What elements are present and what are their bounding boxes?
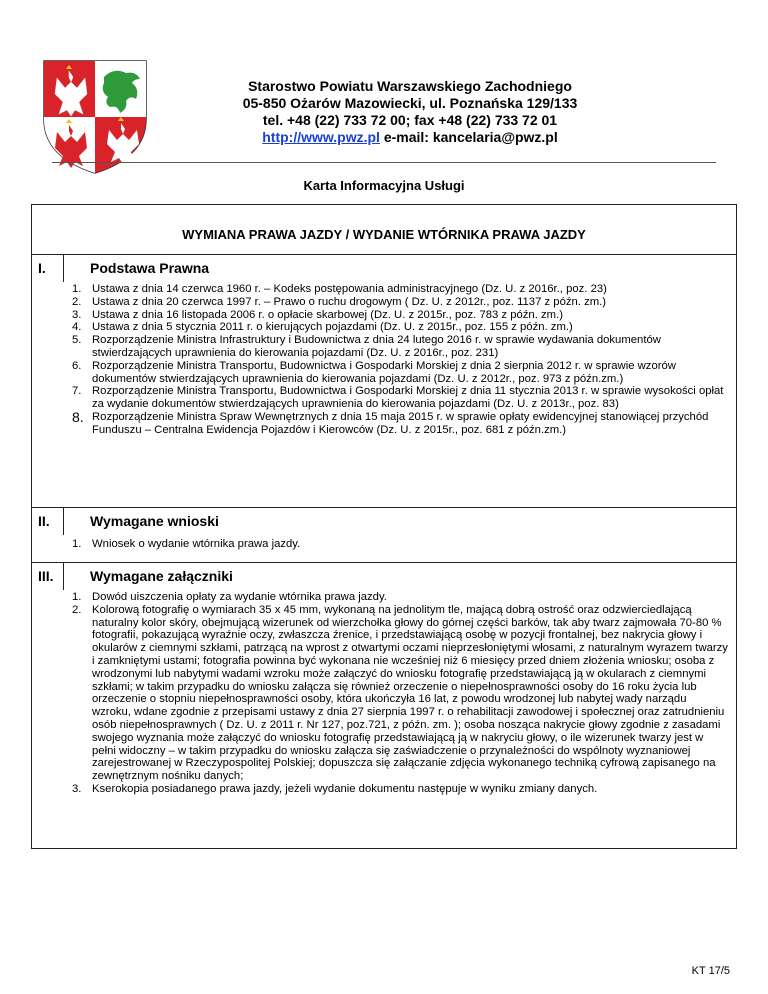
list-item (72, 538, 728, 551)
list-item (72, 296, 728, 309)
item-number: 1. (72, 591, 82, 603)
section-title: Podstawa Prawna (90, 260, 210, 276)
item-text: Ustawa z dnia 5 stycznia 2011 r. o kierujących pojazdami (Dz. U. z 2015r., poz. 155 z późn. zm.) (92, 321, 573, 334)
item-text: Rozporządzenie Ministra Spraw Wewnętrznych z dnia 15 maja 2015 r. w sprawie opłaty ewidencyjnej stanowiącej przychód Funduszu – Centralna Ewidencja Pojazdów i Kierowców (Dz. U. z 2015r., poz. 681 z późn.zm.) (92, 410, 709, 436)
item-number: 8. (72, 408, 84, 425)
item-text: Ustawa z dnia 14 czerwca 1960 r. – Kodeks postępowania administracyjnego (Dz. U. z 2016r., poz. 23) (92, 283, 607, 295)
org-contact-line (170, 129, 650, 146)
item-text: Wniosek o wydanie wtórnika prawa jazdy. (92, 538, 301, 550)
list-item (72, 360, 728, 386)
org-address: 05-850 Ożarów Mazowiecki, ul. Poznańska 129/133 (242, 95, 578, 111)
item-text: Rozporządzenie Ministra Transportu, Budownictwa i Gospodarki Morskiej z dnia 2 sierpnia 2012 r. w sprawie wzorów dokumentów stwierdzających uprawnienia do kierowania pojazdami (Dz. U. z 2012r., poz. 973 z późn.zm.) (92, 359, 676, 385)
section-number: III. (38, 568, 54, 584)
website-link[interactable]: http://www.pwz.pl (262, 129, 380, 145)
applications-list (72, 538, 728, 551)
item-number: 5. (72, 334, 82, 347)
column-divider (63, 562, 64, 590)
org-phone-fax: tel. +48 (22) 733 72 00; fax +48 (22) 733 72 01 (262, 112, 558, 128)
section-required-attachments (32, 562, 736, 849)
item-text: Kolorową fotografię o wymiarach 35 x 45 mm, wykonaną na jednolitym tle, mającą dobrą ostrość oraz odzwierciedlającą naturalny kolor skóry, obejmującą wizerunek od wierzchołka głowy do górnej części barków, tak aby twarz zajmowała 70-80 % fotografii, pokazującą wyraźnie oczy, zwłaszcza źrenice, i przedstawiającą osobę w pozycji frontalnej, bez nakrycia głowy i okularów z ciemnymi szkłami, patrzącą na wprost z otwartymi oczami nieprzesłoniętymi włosami, z naturalnym wyrazem twarzy i zamkniętymi ustami; fotografia powinna być wykonana nie wcześniej niż 6 miesięcy przed dniem złożenia wniosku; osoba z wrodzonymi lub nabytymi wadami wzroku może załączyć do wniosku fotografię przedstawiającą ją w okularach z ciemnymi szkłami; w takim przypadku do wniosku załącza się również orzeczenie o niepełnosprawności osoby do 16 roku życia lub orzeczenie o stopniu niepełnosprawności osoby, która ukończyła 16 lat, z powodu wrodzonej lub nabytej wady narządu wzroku, wdane zgodnie z przepisami ustawy z dnia 27 sierpnia 1997 r. o rehabilitacji zawodowej i społecznej oraz zatrudnieniu osób niepełnosprawnych ( Dz. U. z 2011 r. Nr 127, poz.721, z późn. zm. ); osoba nosząca nakrycie głowy zgodnie z zasadami swojego wyznania może załączyć do wniosku fotografię przedstawiającą ją w nakryciu głowy, o ile wizerunek twarzy jest w pełni widoczny – w takim przypadku do wniosku załącza się zaświadczenie o przynależności do wspólnoty wyznaniowej zarejestrowanej w Rzeczypospolitej Polskiej; dopuszcza się załączanie zdjęcia wykonanego techniką cyfrową zapisanego na zewnętrznym nośniku danych; (92, 603, 728, 783)
item-number: 2. (72, 295, 82, 308)
section-number: I. (38, 260, 46, 276)
institution-header (170, 78, 650, 146)
column-divider (63, 507, 64, 535)
item-text: Kserokopia posiadanego prawa jazdy, jeżeli wydanie dokumentu następuje w wyniku zmiany danych. (92, 782, 598, 795)
list-item (72, 385, 728, 411)
item-number: 6. (72, 359, 82, 372)
item-number: 2. (72, 603, 82, 616)
list-item (72, 783, 728, 796)
item-text: Dowód uiszczenia opłaty za wydanie wtórnika prawa jazdy. (92, 591, 387, 603)
item-text: Ustawa z dnia 16 listopada 2006 r. o opłacie skarbowej (Dz. U. z 2015r., poz. 783 z późn. zm.) (92, 308, 563, 321)
list-item (72, 408, 728, 437)
section-legal-basis (32, 254, 736, 508)
header-divider (52, 162, 716, 163)
list-item (72, 321, 728, 334)
item-number: 3. (72, 308, 82, 321)
item-text: Rozporządzenie Ministra Infrastruktury i Budownictwa z dnia 24 lutego 2016 r. w sprawie wydawania dokumentów stwierdzających uprawnienia do kierowania pojazdami (Dz. U. z 2016r., poz. 231) (92, 334, 661, 359)
list-item (72, 283, 728, 296)
item-number: 1. (72, 283, 82, 295)
legal-basis-list (72, 283, 728, 437)
attachments-list (72, 591, 728, 796)
list-item (72, 309, 728, 322)
item-number: 4. (72, 321, 82, 334)
section-number: II. (38, 513, 50, 529)
info-table (31, 204, 737, 849)
section-title: Wymagane wnioski (90, 513, 219, 529)
org-name: Starostwo Powiatu Warszawskiego Zachodniego (248, 78, 572, 94)
list-item (72, 591, 728, 604)
section-title: Wymagane załączniki (90, 568, 233, 584)
card-title: Karta Informacyjna Usługi (303, 178, 465, 193)
service-title: WYMIANA PRAWA JAZDY / WYDANIE WTÓRNIKA PRAWA JAZDY (182, 227, 586, 242)
item-number: 7. (72, 385, 82, 398)
list-item (72, 604, 728, 783)
item-number: 1. (72, 538, 82, 550)
item-text: Rozporządzenie Ministra Transportu, Budownictwa i Gospodarki Morskiej z dnia 11 stycznia 2013 r. w sprawie wysokości opłat za wydanie dokumentów stwierdzających uprawnienia do kierowania pojazdami (Dz. U. z 2013r., poz. 83) (92, 385, 724, 411)
item-text: Ustawa z dnia 20 czerwca 1997 r. – Prawo o ruchu drogowym ( Dz. U. z 2012r., poz. 1137 z późn. zm.) (92, 295, 607, 308)
list-item (72, 334, 728, 360)
document-code: KT 17/5 (691, 965, 730, 977)
section-required-applications (32, 507, 736, 563)
coat-of-arms-logo (36, 57, 154, 175)
item-number: 3. (72, 782, 82, 795)
column-divider (63, 254, 64, 282)
email-text: e-mail: kancelaria@pwz.pl (383, 129, 558, 145)
